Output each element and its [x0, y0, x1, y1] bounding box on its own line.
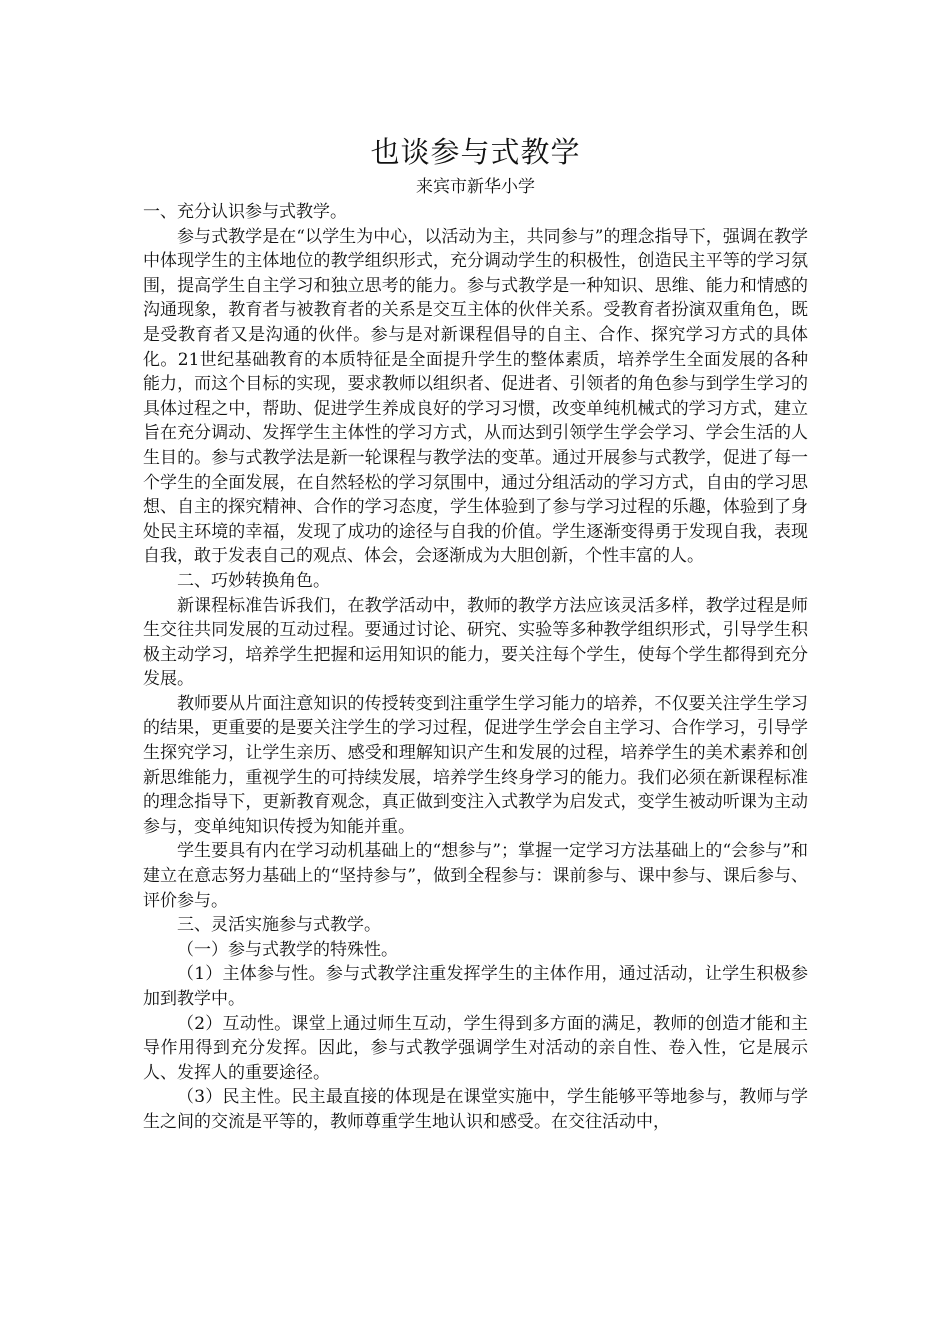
document-body	[143, 130, 808, 1135]
list-item-1: （1）主体参与性。参与式教学注重发挥学生的主体作用，通过活动，让学生积极参加到教学中。	[143, 964, 808, 1009]
section-heading-1: 一、充分认识参与式教学。	[143, 202, 347, 222]
paragraph-4: 学生要具有内在学习动机基础上的“想参与”；掌握一定学习方法基础上的“会参与”和建立在意志努力基础上的“坚持参与”，做到全程参与：课前参与、课中参与、课后参与、评价参与。	[143, 841, 808, 911]
paragraph-1: 参与式教学是在“以学生为中心，以活动为主，共同参与”的理念指导下，强调在教学中体现学生的主体地位的教学组织形式，充分调动学生的积极性，创造民主平等的学习氛围，提高学生自主学习和独立思考的能力。参与式教学是一种知识、思维、能力和情感的沟通现象，教育者与被教育者的关系是交互主体的伙伴关系。受教育者扮演双重角色，既是受教育者又是沟通的伙伴。参与是对新课程倡导的自主、合作、探究学习方式的具体化。21世纪基础教育的本质特征是全面提升学生的整体素质，培养学生全面发展的各种能力，而这个目标的实现，要求教师以组织者、促进者、引领者的角色参与到学生学习的具体过程之中，帮助、促进学生养成良好的学习习惯，改变单纯机械式的学习方式，建立旨在充分调动、发挥学生主体性的学习方式，从而达到引领学生学会学习、学会生活的人生目的。参与式教学法是新一轮课程与教学法的变革。通过开展参与式教学，促进了每一个学生的全面发展，在自然轻松的学习氛围中，通过分组活动的学习方式，自由的学习思想、自主的探究精神、合作的学习态度，学生体验到了参与学习过程的乐趣，体验到了身处民主环境的幸福，发现了成功的途径与自我的价值。学生逐渐变得勇于发现自我，表现自我，敢于发表自己的观点、体会，会逐渐成为大胆创新，个性丰富的人。	[143, 226, 808, 567]
document-title: 也谈参与式教学	[370, 135, 581, 169]
section-heading-3: 三、灵活实施参与式教学。	[177, 915, 381, 936]
document-author: 来宾市新华小学	[416, 177, 535, 197]
section-heading-2: 二、巧妙转换角色。	[177, 570, 330, 591]
list-item-2: （2）互动性。课堂上通过师生互动，学生得到多方面的满足，教师的创造才能和主导作用得到充分发挥。因此，参与式教学强调学生对活动的亲自性、卷入性，它是展示人、发挥人的重要途径。	[143, 1013, 808, 1083]
list-item-3: （3）民主性。民主最直接的体现是在课堂实施中，学生能够平等地参与，教师与学生之间的交流是平等的，教师尊重学生地认识和感受。在交往活动中，	[143, 1087, 808, 1132]
subsection-heading-1: （一）参与式教学的特殊性。	[177, 939, 398, 960]
paragraph-2: 新课程标准告诉我们，在教学活动中，教师的教学方法应该灵活多样，教学过程是师生交往共同发展的互动过程。要通过讨论、研究、实验等多种教学组织形式，引导学生积极主动学习，培养学生把握和运用知识的能力，要关注每个学生，使每个学生都得到充分发展。	[143, 595, 808, 690]
paragraph-3: 教师要从片面注意知识的传授转变到注重学生学习能力的培养，不仅要关注学生学习的结果，更重要的是要关注学生的学习过程，促进学生学会自主学习、合作学习，引导学生探究学习，让学生亲历、感受和理解知识产生和发展的过程，培养学生的美术素养和创新思维能力，重视学生的可持续发展，培养学生终身学习的能力。我们必须在新课程标准的理念指导下，更新教育观念，真正做到变注入式教学为启发式，变学生被动听课为主动参与，变单纯知识传授为知能并重。	[143, 693, 808, 837]
